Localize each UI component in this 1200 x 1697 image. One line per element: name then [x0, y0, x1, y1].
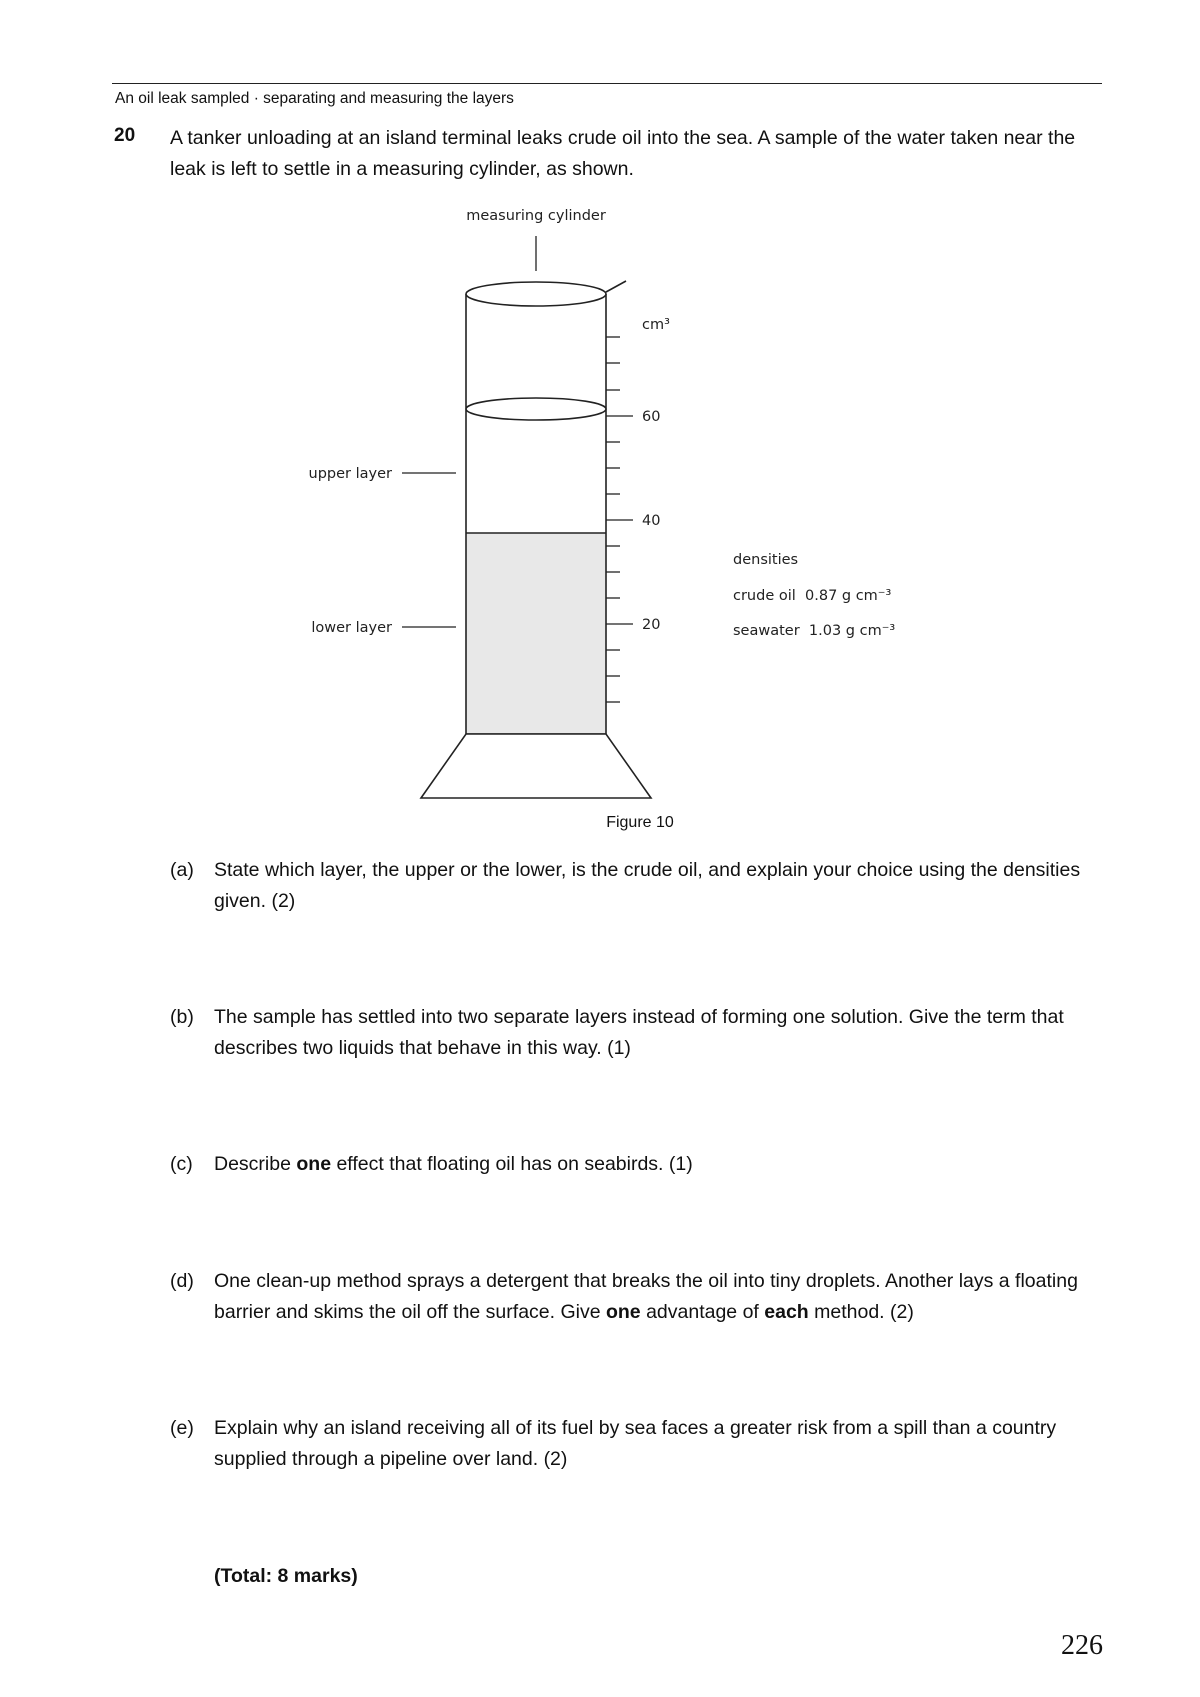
- part-label: (a): [170, 859, 194, 881]
- upper-meniscus: [466, 398, 606, 420]
- part-c: [170, 1149, 1110, 1180]
- scale-ticks: [606, 337, 633, 702]
- tick-label-40: 40: [642, 513, 661, 529]
- part-label: (e): [170, 1417, 194, 1439]
- part-a: [170, 855, 1110, 917]
- tick-label-20: 20: [642, 617, 661, 633]
- lower-layer-label: lower layer: [311, 620, 392, 636]
- part-text: Explain why an island receiving all of its fuel by sea faces a greater risk from a spill than a country supplied through a pipeline over land. (2): [214, 1417, 1057, 1470]
- part-d: [170, 1266, 1110, 1328]
- figure-title-label: measuring cylinder: [466, 208, 606, 224]
- figure-caption: Figure 10: [606, 814, 674, 831]
- density-seawater: seawater 1.03 g cm⁻³: [733, 623, 896, 639]
- unit-label: cm³: [642, 317, 670, 333]
- question-number: 20: [114, 125, 136, 146]
- cylinder-rim: [466, 282, 606, 306]
- part-text: Describe one effect that floating oil has on seabirds. (1): [214, 1153, 693, 1175]
- part-label: (d): [170, 1270, 194, 1292]
- upper-layer-label: upper layer: [308, 466, 392, 482]
- part-text: The sample has settled into two separate layers instead of forming one solution. Give the term that describes two liquids that behave in this way. (1): [214, 1006, 1064, 1059]
- question-stem: A tanker unloading at an island terminal leaks crude oil into the sea. A sample of the water taken near the leak is left to settle in a measuring cylinder, as shown.: [170, 127, 1076, 180]
- densities-heading: densities: [733, 552, 799, 568]
- part-label: (c): [170, 1153, 193, 1175]
- lower-layer-fill: [466, 533, 606, 734]
- density-crude-oil: crude oil 0.87 g cm⁻³: [733, 588, 892, 604]
- part-text: State which layer, the upper or the lower, is the crude oil, and explain your choice using the densities given. (2): [214, 859, 1081, 912]
- part-text: One clean-up method sprays a detergent that breaks the oil into tiny droplets. Another lays a floating barrier and skims the oil off the surface. Give one advantage of each method. (2): [214, 1270, 1078, 1323]
- tick-label-60: 60: [642, 409, 661, 425]
- cylinder-base: [421, 734, 651, 798]
- part-b: [170, 1002, 1110, 1064]
- part-label: (b): [170, 1006, 194, 1028]
- total-marks: (Total: 8 marks): [214, 1565, 358, 1587]
- cylinder-spout: [606, 281, 626, 292]
- running-head: An oil leak sampled · separating and measuring the layers: [115, 90, 514, 107]
- page-number: 226: [1061, 1630, 1103, 1661]
- part-e: [170, 1413, 1110, 1475]
